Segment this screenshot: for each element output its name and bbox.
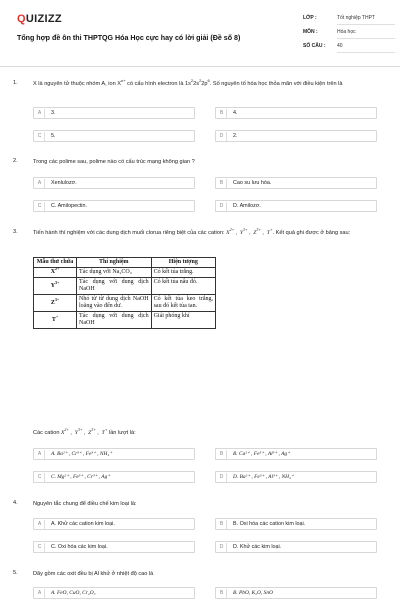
question-4-text: Nguyên tắc chung để điều chế kim loại là: [33, 501, 137, 507]
q5-option-a[interactable]: A A. FeO, CuO, Cr₂O₃ [33, 587, 195, 599]
table-row: T+ Tác dụng với dung dịch NaOH Giải phóng khí [34, 312, 216, 329]
q1-option-a[interactable]: A 3. [33, 107, 195, 119]
q4-option-b[interactable]: B B. Oxi hóa các cation kim loại. [215, 518, 377, 530]
table-row: $Z^{3+}$ Nhỏ từ từ dung dịch NaOH loãng vào đến dư. Có kết tủa keo trắng, sau đó kết tủa tan. [34, 295, 216, 312]
table-row: $Y^{3+}$ Tác dụng với dung dịch NaOH Có kết tủa nâu đỏ. [34, 278, 216, 295]
table-header-sample: Mẫu thử chứa [34, 258, 77, 268]
q1-option-d[interactable]: D 2. [215, 130, 377, 142]
q3-option-d[interactable]: D D. Ba²⁺ , Fe³⁺ , Al³⁺ , NH₄⁺ [215, 471, 377, 483]
meta-question-count: SỐ CÂU : 40 [303, 43, 395, 57]
q2-option-d[interactable]: D D. Amilozơ. [215, 200, 377, 212]
experiment-table [33, 257, 216, 329]
question-1-number: 1. [13, 80, 18, 86]
document-title: Tổng hợp đề ôn thi THPTQG Hóa Học cực hay có lời giải (Đề số 8) [17, 34, 241, 42]
table-header-phenomenon: Hiện tượng [151, 258, 215, 268]
question-3-text: Tiến hành thí nghiệm với các dung dịch muối clorua riêng biệt của các cation: $X^{2+}$ , $Y^{3+}$ , $Z^{3+}$ , T+. Kết quả ghi được ở bảng sau: [33, 227, 351, 236]
question-1-text: X là nguyên tử thuộc nhóm A, ion $X^{n+}$ có cấu hình electron là $1s^22s^22p^6$. Số nguyên tố hóa học thỏa mãn với điều kiện trên là [33, 78, 343, 87]
meta-grade: LỚP : Tốt nghiệp THPT [303, 15, 395, 29]
question-2-number: 2. [13, 158, 18, 164]
q3-option-b[interactable]: B B. Ca²⁺ , Fe³⁺ , Al³⁺ , Ag⁺ [215, 448, 377, 460]
question-4-number: 4. [13, 500, 18, 506]
question-3-number: 3. [13, 229, 18, 235]
q4-option-d[interactable]: D D. Khử các kim loại. [215, 541, 377, 553]
q1-option-b[interactable]: B 4. [215, 107, 377, 119]
q3-option-a[interactable]: A A. Ba²⁺ , Cr³⁺ , Fe³⁺ , NH₄⁺ [33, 448, 195, 460]
question-5-number: 5. [13, 570, 18, 576]
meta-subject: MÔN : Hóa học [303, 29, 395, 43]
q2-option-c[interactable]: C C. Amilopectin. [33, 200, 195, 212]
table-header-experiment: Thí nghiệm [77, 258, 152, 268]
header-divider [0, 66, 400, 67]
q5-option-b[interactable]: B B. PbO, K₂O, SnO [215, 587, 377, 599]
question-5-text: Dãy gồm các oxit đều bị Al khử ở nhiệt độ cao là [33, 571, 154, 577]
q3-option-c[interactable]: C C. Mg²⁺ , Fe³⁺ , Cr³⁺ , Ag⁺ [33, 471, 195, 483]
q1-option-c[interactable]: C 5. [33, 130, 195, 142]
table-row: $X^{2+}$ Tác dụng với Na₂CO₃ Có kết tủa trắng. [34, 268, 216, 278]
quizizz-logo: QUIZIZZ [17, 13, 62, 25]
q2-option-a[interactable]: A Xenlulozơ. [33, 177, 195, 189]
q4-option-a[interactable]: A A. Khử các cation kim loại. [33, 518, 195, 530]
question-2-text: Trong các polime sau, polime nào có cấu trúc mạng không gian ? [33, 159, 195, 165]
worksheet-meta [303, 15, 395, 57]
question-3-subprompt: Các cation $X^{2+}$ , $Y^{3+}$ , $Z^{3+}$ , T+ lần lượt là: [33, 427, 136, 436]
q2-option-b[interactable]: B Cao su lưu hóa. [215, 177, 377, 189]
q4-option-c[interactable]: C C. Oxi hóa các kim loại. [33, 541, 195, 553]
